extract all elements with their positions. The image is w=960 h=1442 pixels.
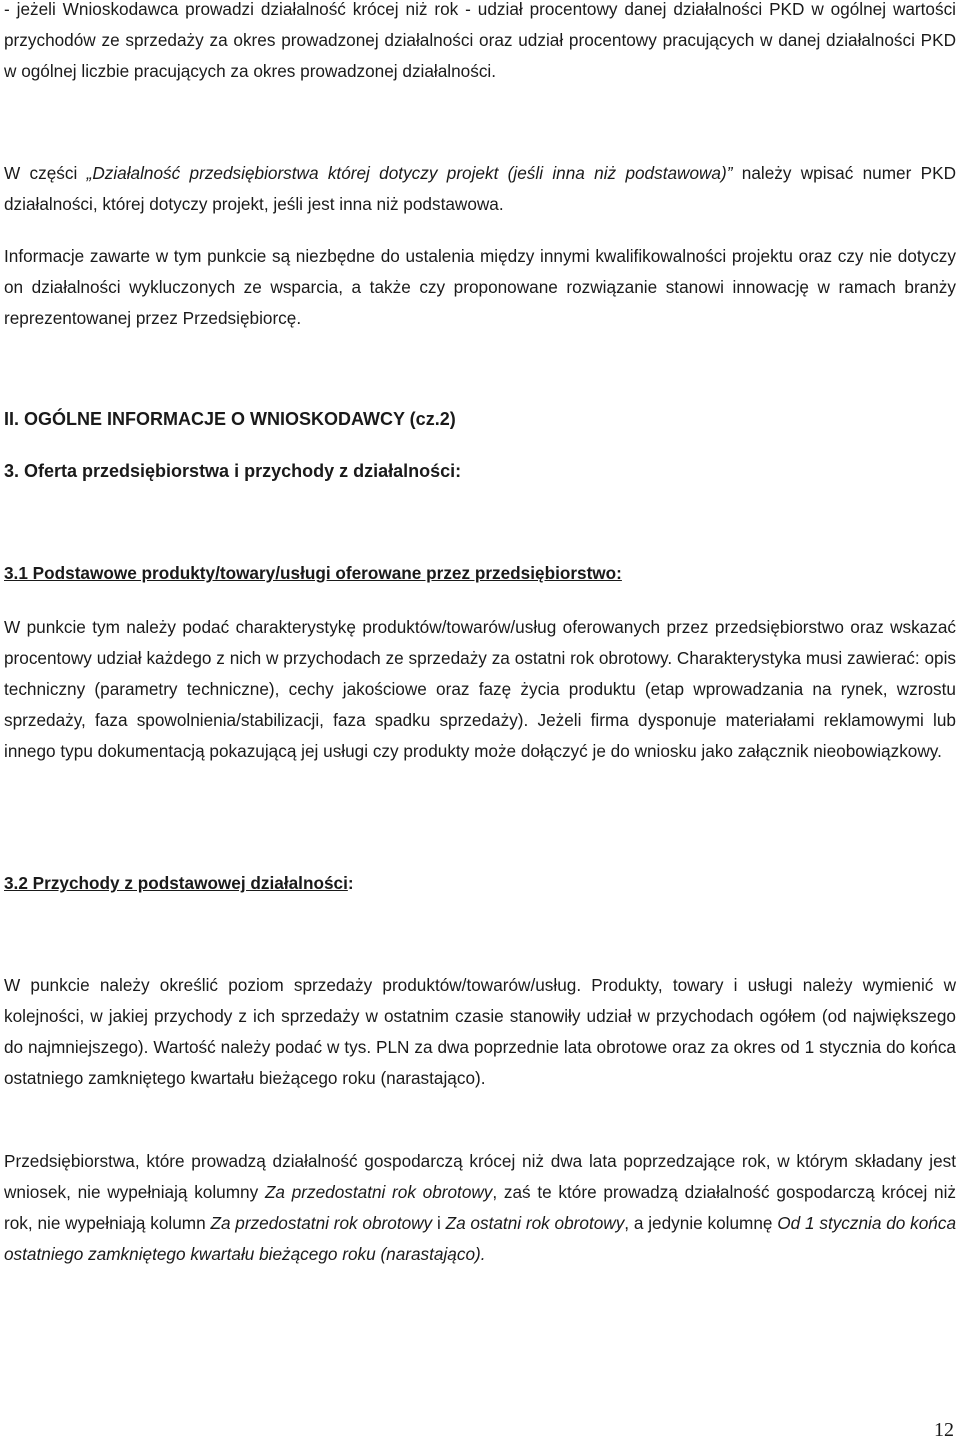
paragraph-columns (4, 1146, 956, 1270)
subheading-3-1 (4, 563, 622, 584)
section-name-italic: „Działalność przedsiębiorstwa której dotyczy projekt (jeśli inna niż podstawowa)” (86, 163, 733, 183)
point-3-heading: 3. Oferta przedsiębiorstwa i przychody z działalności: (4, 461, 462, 481)
columns-italic-4: Od 1 stycznia do końca ostatniego zamkniętego kwartału bieżącego roku (narastająco). (4, 1213, 957, 1264)
subheading-3-2-text: 3.2 Przychody z podstawowej działalności (4, 873, 348, 893)
columns-italic-2: Za przedostatni rok obrotowy (210, 1213, 433, 1233)
columns-text-4: , a jedynie kolumnę (624, 1213, 778, 1233)
columns-text-3: i (432, 1213, 446, 1233)
paragraph-3-2: W punkcie należy określić poziom sprzedaży produktów/towarów/usług. Produkty, towary i usługi należy wymienić w kolejności, w jakiej przychody z ich sprzedaży w ostatnim czasie stanowiły udział w przychodach ogółem (od największego do najmniejszego). Wartość należy podać w tys. PLN za dwa poprzednie lata obrotowe oraz za okres od 1 stycznia do końca ostatniego zamkniętego kwartału bieżącego roku (narastająco). (4, 975, 956, 1088)
page-number: 12 (934, 1419, 954, 1441)
columns-text-2: , zaś te które prowadzą działalność gospodarczą krócej niż rok, nie wypełniają kolumn (4, 1182, 956, 1233)
section-heading: II. OGÓLNE INFORMACJE O WNIOSKODAWCY (cz.2) (4, 409, 456, 429)
paragraph-section-description (4, 158, 956, 220)
paragraph-3-1: W punkcie tym należy podać charakterystykę produktów/towarów/usług oferowanych przez przedsiębiorstwo oraz wskazać procentowy udział każdego z nich w przychodach ze sprzedaży za ostatni rok obrotowy. Charakterystyka musi zawierać: opis techniczny (parametry techniczne), cechy jakościowe oraz fazę życia produktu (etap wprowadzania na rynek, wzrostu sprzedaży, faza spowolnienia/stabilizacji, faza spadku sprzedaży). Jeżeli firma dysponuje materiałami reklamowymi lub innego typu dokumentacją pokazującą jej usługi czy produkty może dołączyć je do wniosku jako załącznik nieobowiązkowy. (4, 617, 956, 761)
columns-italic-3: Za ostatni rok obrotowy (445, 1213, 625, 1233)
subheading-3-2 (4, 873, 354, 894)
section-text-start: W części (4, 163, 87, 183)
subheading-3-1-text: 3.1 Podstawowe produkty/towary/usługi oferowane przez przedsiębiorstwo: (4, 563, 622, 583)
columns-italic-1: Za przedostatni rok obrotowy (264, 1182, 493, 1202)
subheading-3-2-colon: : (347, 873, 354, 893)
paragraph-information: Informacje zawarte w tym punkcie są niezbędne do ustalenia między innymi kwalifikowalności projektu oraz czy nie dotyczy on działalności wykluczonych ze wsparcia, a także czy proponowane rozwiązanie stanowi innowację w ramach branży reprezentowanej przez Przedsiębiorcę. (4, 246, 956, 328)
section-text-end: należy wpisać numer PKD działalności, której dotyczy projekt, jeśli jest inna niż podstawowa. (4, 163, 956, 214)
columns-text-1: Przedsiębiorstwa, które prowadzą działalność gospodarczą krócej niż dwa lata poprzedzające rok, w którym składany jest wniosek, nie wypełniają kolumny (4, 1151, 956, 1202)
paragraph-intro: - jeżeli Wnioskodawca prowadzi działalność krócej niż rok - udział procentowy danej działalności PKD w ogólnej wartości przychodów ze sprzedaży za okres prowadzonej działalności oraz udział procentowy pracujących w danej działalności PKD w ogólnej liczbie pracujących za okres prowadzonej działalności. (4, 0, 956, 81)
